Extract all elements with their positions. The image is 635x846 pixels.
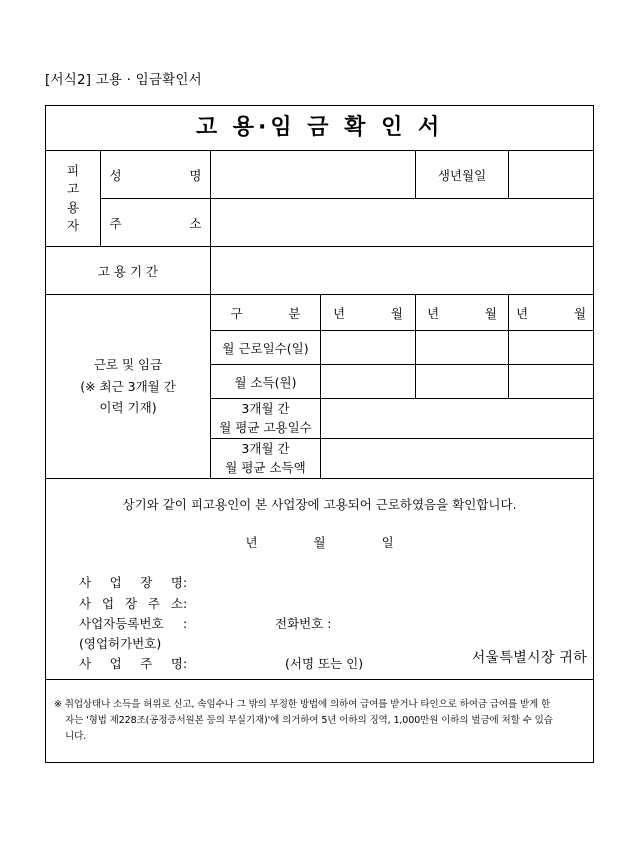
side-label-char-3: 자	[66, 217, 80, 233]
work-days-label: 월 근로일수(일)	[222, 340, 309, 356]
title-row	[46, 106, 594, 151]
form-tag-label: [서식2] 고용 · 임금확인서	[45, 72, 202, 88]
wage-side-label	[46, 295, 211, 479]
wage-side-label-line-0: 근로 및 임금	[93, 356, 163, 372]
wage-column-header-month-3	[509, 295, 594, 331]
footnote-line-3: 니다.	[65, 731, 87, 743]
wage-side-label-line-2: 이력 기재)	[99, 400, 157, 416]
statement-row	[46, 479, 594, 680]
document-title: 고 용·임 금 확 인 서	[195, 115, 444, 140]
footnote-cell	[46, 680, 594, 763]
avg-income-field[interactable]	[321, 439, 594, 479]
work-days-month-1-field[interactable]	[321, 331, 416, 365]
business-name-colon: :	[183, 575, 188, 591]
month-1-header-label: 년 월	[333, 305, 403, 321]
business-license-number-label: (영업허가번호)	[79, 636, 162, 652]
birth-value-field[interactable]	[509, 151, 594, 199]
category-header-label: 구 분	[230, 305, 301, 321]
monthly-income-month-2-field[interactable]	[416, 365, 509, 399]
avg-income-label-line-0: 3개월 간	[241, 440, 290, 456]
footnote-text	[54, 697, 585, 746]
business-reg-number-colon: :	[183, 615, 188, 631]
work-days-label-cell	[211, 331, 321, 365]
business-name-row	[79, 573, 593, 593]
wage-column-header-month-2	[416, 295, 509, 331]
date-month-label[interactable]: 월	[313, 535, 326, 551]
footnote-row	[46, 680, 594, 763]
recipient-label: 서울특별시장 귀하	[471, 650, 588, 666]
statement-cell	[46, 479, 594, 680]
birth-label: 생년월일	[437, 167, 487, 183]
document-title-cell	[46, 106, 594, 151]
side-label-char-1: 고	[66, 181, 80, 197]
avg-income-label-line-1: 월 평균 소득액	[225, 459, 306, 475]
business-address-colon: :	[183, 595, 188, 611]
address-row	[46, 199, 594, 247]
business-reg-number-label: 사업자등록번호	[79, 615, 164, 631]
employment-period-value-field[interactable]	[211, 247, 594, 295]
birth-label-cell	[416, 151, 509, 199]
work-days-month-3-field[interactable]	[509, 331, 594, 365]
monthly-income-label: 월 소득(원)	[234, 374, 297, 390]
date-line	[46, 513, 593, 551]
wage-column-header-category	[211, 295, 321, 331]
avg-employment-days-field[interactable]	[321, 399, 594, 439]
owner-name-label: 사 업 주 명	[79, 656, 183, 672]
address-value-field[interactable]	[211, 199, 594, 247]
side-label-char-2: 용	[66, 199, 80, 215]
business-address-label: 사 업 장 주 소	[79, 595, 183, 611]
business-name-label: 사 업 장 명	[79, 575, 183, 591]
employment-period-label: 고 용 기 간	[97, 263, 159, 279]
monthly-income-month-1-field[interactable]	[321, 365, 416, 399]
confirmation-statement: 상기와 같이 피고용인이 본 사업장에 고용되어 근로하였음을 확인합니다.	[122, 497, 517, 513]
wage-column-header-month-1	[321, 295, 416, 331]
employment-wage-confirmation-table	[45, 105, 594, 763]
avg-income-label-cell	[211, 439, 321, 479]
name-label: 성 명	[109, 167, 202, 183]
monthly-income-label-cell	[211, 365, 321, 399]
monthly-income-month-3-field[interactable]	[509, 365, 594, 399]
wage-header-row	[46, 295, 594, 331]
name-row	[46, 151, 594, 199]
avg-employment-days-label-line-1: 월 평균 고용일수	[219, 419, 312, 435]
employment-period-row	[46, 247, 594, 295]
employee-side-label	[46, 151, 101, 247]
name-value-field[interactable]	[211, 151, 416, 199]
side-label-char-0: 피	[66, 163, 80, 179]
business-reg-number-row	[79, 614, 593, 634]
business-address-row	[79, 594, 593, 614]
address-label: 주 소	[109, 215, 202, 231]
month-2-header-label: 년 월	[427, 305, 497, 321]
footnote-line-1: ※ 취업상태나 소득을 허위로 신고, 속임수나 그 밖의 부정한 방법에 의하여 급여를 받거나 타인으로 하여금 급여를 받게 한	[54, 698, 551, 710]
name-label-cell	[101, 151, 211, 199]
date-day-label[interactable]: 일	[381, 535, 394, 551]
employment-period-label-cell	[46, 247, 211, 295]
date-year-label[interactable]: 년	[245, 535, 258, 551]
avg-employment-days-label-cell	[211, 399, 321, 439]
phone-number-label[interactable]: 전화번호 :	[275, 615, 332, 631]
wage-side-label-line-1: (※ 최근 3개월 간	[80, 378, 176, 394]
address-label-cell	[101, 199, 211, 247]
month-3-header-label: 년 월	[516, 305, 587, 321]
footnote-line-2: 자는 '형법 제228조(공정증서원본 등의 부실기재)'에 의거하여 5년 이하의 징역, 1,000만원 이하의 벌금에 처할 수 있습	[65, 714, 553, 726]
work-days-month-2-field[interactable]	[416, 331, 509, 365]
signature-or-seal-label[interactable]: (서명 또는 인)	[285, 656, 364, 672]
avg-employment-days-label-line-0: 3개월 간	[241, 400, 290, 416]
owner-name-colon: :	[183, 656, 188, 672]
